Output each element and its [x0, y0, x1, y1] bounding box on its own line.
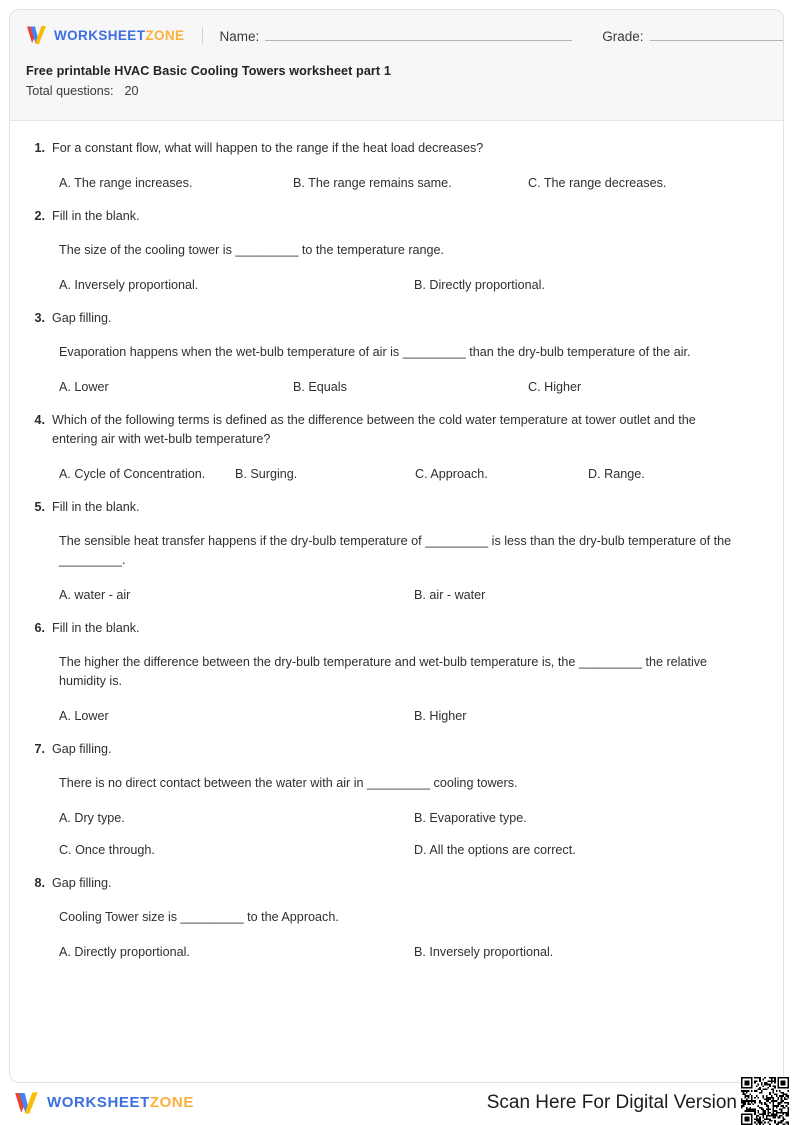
- option-row: [59, 378, 761, 397]
- question-item: [32, 619, 761, 726]
- question-prompt: Which of the following terms is defined as the difference between the cold water temperature at tower outlet and the entering air with wet-bulb temperature?: [52, 413, 696, 446]
- answer-option[interactable]: A. Dry type.: [59, 811, 125, 825]
- question-prompt: Fill in the blank.: [52, 209, 140, 223]
- question-prompt: Gap filling.: [52, 742, 112, 756]
- option-row: [59, 174, 761, 193]
- question-number: 3.: [34, 311, 45, 325]
- question-number: 7.: [34, 742, 45, 756]
- answer-option[interactable]: C. Higher: [528, 380, 582, 394]
- question-prompt-row: [32, 309, 761, 328]
- question-item: [32, 411, 761, 484]
- question-stem: There is no direct contact between the water with air in _________ cooling towers.: [59, 776, 518, 790]
- name-field-line[interactable]: [265, 27, 572, 41]
- answer-option[interactable]: A. Inversely proportional.: [59, 278, 199, 292]
- answer-option[interactable]: B. Equals: [293, 380, 347, 394]
- question-item: [32, 139, 761, 193]
- worksheet-title: Free printable HVAC Basic Cooling Towers worksheet part 1: [26, 64, 391, 78]
- answer-option[interactable]: A. The range increases.: [59, 176, 193, 190]
- question-stem: The size of the cooling tower is _________ to the temperature range.: [59, 243, 445, 257]
- answer-option[interactable]: B. Directly proportional.: [414, 278, 545, 292]
- qr-code-icon[interactable]: [741, 1077, 789, 1125]
- question-options: [59, 174, 761, 193]
- total-questions-label: Total questions:: [26, 84, 114, 98]
- question-prompt: Gap filling.: [52, 876, 112, 890]
- question-number: 6.: [34, 621, 45, 635]
- option-row: [59, 809, 761, 828]
- footer-brand-name-part2: ZONE: [149, 1094, 194, 1111]
- answer-option[interactable]: B. Higher: [414, 709, 467, 723]
- question-number: 2.: [34, 209, 45, 223]
- answer-option[interactable]: B. The range remains same.: [293, 176, 452, 190]
- question-options: [59, 707, 761, 726]
- brand-name-part1: WORKSHEET: [54, 27, 146, 43]
- grade-field[interactable]: [602, 27, 784, 44]
- total-questions: [10, 78, 783, 98]
- option-row: [59, 707, 761, 726]
- question-prompt-row: [32, 740, 761, 759]
- question-prompt: For a constant flow, what will happen to the range if the heat load decreases?: [52, 141, 484, 155]
- brand-logo-text: [54, 28, 184, 43]
- question-number: 4.: [34, 413, 45, 427]
- question-item: [32, 498, 761, 605]
- footer-brand-logo-text: [47, 1094, 194, 1111]
- name-field-label: Name:: [219, 28, 260, 44]
- footer-brand-logo: [14, 1091, 194, 1115]
- answer-option[interactable]: A. Directly proportional.: [59, 945, 190, 959]
- question-prompt: Fill in the blank.: [52, 500, 140, 514]
- option-row: [59, 841, 761, 860]
- question-stem: Evaporation happens when the wet-bulb temperature of air is _________ than the dry-bulb temperature of the air.: [59, 345, 691, 359]
- question-options: [59, 276, 761, 295]
- answer-option[interactable]: B. Surging.: [235, 467, 298, 481]
- question-number: 8.: [34, 876, 45, 890]
- answer-option[interactable]: B. Inversely proportional.: [414, 945, 554, 959]
- name-field[interactable]: [219, 27, 572, 44]
- answer-option[interactable]: C. The range decreases.: [528, 176, 667, 190]
- total-questions-value: 20: [124, 84, 139, 98]
- question-prompt-row: [32, 498, 761, 517]
- answer-option[interactable]: D. All the options are correct.: [414, 843, 576, 857]
- option-row: [59, 276, 761, 295]
- brand-logo: [26, 25, 184, 45]
- worksheet-footer: [0, 1083, 793, 1122]
- brand-name-part2: ZONE: [145, 27, 185, 43]
- question-item: [32, 874, 761, 962]
- worksheet-zone-logo-icon: [14, 1091, 40, 1115]
- question-number: 1.: [34, 141, 45, 155]
- question-item: [32, 207, 761, 295]
- header-divider: [202, 27, 203, 44]
- answer-option[interactable]: D. Range.: [588, 467, 645, 481]
- question-prompt-row: [32, 619, 761, 638]
- scan-label: Scan Here For Digital Version: [486, 1091, 737, 1113]
- answer-option[interactable]: B. Evaporative type.: [414, 811, 527, 825]
- worksheet-card: [9, 9, 784, 1083]
- option-row: [59, 465, 761, 484]
- option-row: [59, 586, 761, 605]
- questions-list: [10, 121, 783, 962]
- option-row: [59, 943, 761, 962]
- question-item: [32, 309, 761, 397]
- question-prompt: Fill in the blank.: [52, 621, 140, 635]
- question-prompt-row: [32, 874, 761, 893]
- question-prompt-row: [32, 139, 761, 158]
- grade-field-line[interactable]: [650, 27, 784, 41]
- question-item: [32, 740, 761, 860]
- answer-option[interactable]: B. air - water: [414, 588, 486, 602]
- answer-option[interactable]: A. Lower: [59, 709, 109, 723]
- answer-option[interactable]: A. Lower: [59, 380, 109, 394]
- question-stem: Cooling Tower size is _________ to the Approach.: [59, 910, 339, 924]
- answer-option[interactable]: A. water - air: [59, 588, 131, 602]
- answer-option[interactable]: C. Once through.: [59, 843, 155, 857]
- worksheet-zone-logo-icon: [26, 25, 48, 45]
- question-prompt-row: [32, 411, 761, 449]
- question-options: [59, 465, 761, 484]
- question-options: [59, 586, 761, 605]
- question-options: [59, 378, 761, 397]
- question-prompt: Gap filling.: [52, 311, 112, 325]
- question-options: [59, 943, 761, 962]
- header-top-row: [10, 10, 783, 46]
- question-stem: The higher the difference between the dry-bulb temperature and wet-bulb temperature is, the _________ the relative humidity is.: [59, 655, 708, 688]
- scan-area: [487, 1081, 789, 1125]
- question-stem: The sensible heat transfer happens if the dry-bulb temperature of _________ is less than the dry-bulb temperature of the _________.: [59, 534, 732, 567]
- grade-field-label: Grade:: [602, 28, 644, 44]
- worksheet-header: [10, 10, 783, 121]
- question-number: 5.: [34, 500, 45, 514]
- question-prompt-row: [32, 207, 761, 226]
- footer-brand-name-part1: WORKSHEET: [47, 1094, 150, 1111]
- answer-option[interactable]: A. Cycle of Concentration.: [59, 467, 206, 481]
- answer-option[interactable]: C. Approach.: [415, 467, 488, 481]
- question-options: [59, 809, 761, 860]
